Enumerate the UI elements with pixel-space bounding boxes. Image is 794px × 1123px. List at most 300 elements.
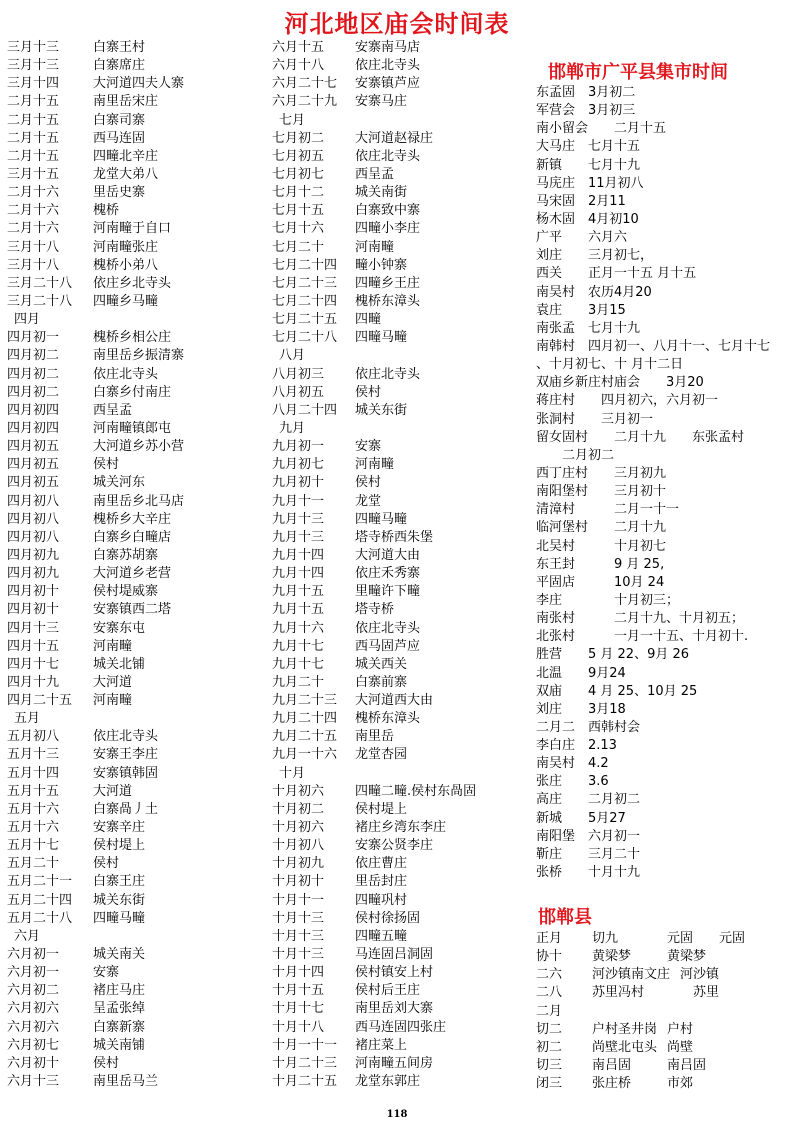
fair-place: 依庄北寺头 [93, 366, 159, 382]
fair-place: 西呈孟 [93, 402, 133, 418]
market-row: 刘庄 三月初七， [536, 248, 654, 264]
fair-date: 四月初一 [7, 330, 60, 346]
handan-town: 户村 [667, 1021, 694, 1037]
fair-place: 白寨新寨 [93, 1019, 146, 1035]
fair-row [272, 130, 534, 148]
fair-place: 褚庄马庄 [93, 983, 146, 999]
handan-place: 张庄桥 [592, 1076, 632, 1092]
fair-date: 九月初七 [272, 457, 325, 473]
fair-place: 大河道大由 [355, 547, 421, 563]
page-number: 118 [386, 1109, 408, 1120]
fair-row [7, 819, 265, 837]
fair-row [7, 674, 265, 692]
fair-date: 九月十五 [272, 602, 325, 618]
fair-row [7, 293, 265, 311]
fair-row [272, 366, 534, 384]
fair-row [7, 275, 265, 293]
fair-place: 安寨南马店 [355, 40, 421, 55]
fair-row [7, 855, 265, 873]
fair-place: 侯村徐扬固 [355, 910, 421, 926]
fair-date: 四月初八 [7, 529, 60, 545]
handan-row [536, 1003, 794, 1021]
fair-place: 城关河东 [93, 475, 146, 491]
fair-date: 二月十五 [7, 130, 60, 146]
fair-place: 安寨辛庄 [93, 820, 146, 836]
market-row: 杨木固 4月初10 [536, 211, 639, 227]
fair-place: 大河道乡老营 [93, 566, 172, 582]
month-heading: 七月 [279, 112, 306, 128]
market-row: 双庙 4 月 25、10月 25 [536, 683, 698, 699]
fair-row [7, 257, 265, 275]
fair-row [7, 148, 265, 166]
handan-town: 尚壁 [667, 1039, 694, 1055]
fair-date: 五月二十四 [7, 892, 73, 908]
market-row: 大马庄 七月十五 [536, 139, 641, 155]
fair-place: 槐桥乡相公庄 [93, 330, 172, 346]
handan-town: 苏里 [667, 985, 720, 1001]
fair-place: 四疃马疃 [93, 910, 146, 926]
fair-place: 槐桥小弟八 [93, 257, 159, 273]
fair-date: 三月十八 [7, 239, 60, 255]
fair-place: 大河道四夫人寨 [93, 76, 185, 92]
fair-row [7, 184, 265, 202]
fair-place: 里疃许下疃 [355, 584, 421, 600]
month-heading: 六月 [14, 928, 41, 944]
fair-place: 白寨席庄 [93, 58, 146, 74]
fair-row [7, 529, 265, 547]
fair-date: 六月初七 [7, 1037, 60, 1053]
fair-row [7, 420, 265, 438]
fair-row [272, 928, 534, 946]
fair-date: 九月二十四 [272, 711, 338, 727]
fair-place: 依庄北寺头 [93, 729, 159, 745]
fair-row [272, 239, 534, 257]
fair-date: 四月初四 [7, 420, 60, 436]
fair-place: 白寨乡付南庄 [93, 384, 172, 400]
fair-row [272, 801, 534, 819]
market-row: 北吴村 十月初七 [536, 538, 667, 554]
fair-row [272, 547, 534, 565]
fair-row [7, 964, 265, 982]
fair-place: 安寨东屯 [93, 620, 146, 636]
market-row: 南张孟 七月十九 [536, 320, 641, 336]
fair-row [7, 728, 265, 746]
fair-row [7, 765, 265, 783]
market-row: 新镇 七月十九 [536, 157, 641, 173]
fair-row [272, 638, 534, 656]
fair-row [272, 946, 534, 964]
fair-row [272, 311, 534, 329]
fair-row [272, 1037, 534, 1055]
fair-date: 四月十七 [7, 656, 60, 672]
fair-row [7, 93, 265, 111]
fair-date: 四月初二 [7, 366, 60, 382]
fair-place: 龙堂东郭庄 [355, 1074, 421, 1090]
guangping-section-title: 邯郸市广平县集市时间 [548, 62, 728, 83]
fair-row [7, 638, 265, 656]
fair-place: 城关北铺 [93, 656, 146, 672]
fair-place: 依庄北寺头 [355, 58, 421, 74]
fair-date: 四月初五 [7, 439, 60, 455]
fair-row [272, 384, 534, 402]
fair-place: 安寨镇韩固 [93, 765, 159, 781]
fair-place: 安寨 [355, 439, 382, 455]
fair-date: 四月初九 [7, 566, 60, 582]
fair-place: 依庄北寺头 [355, 148, 421, 164]
fair-row [7, 547, 265, 565]
fair-date: 六月初一 [7, 947, 60, 963]
handan-place: 河沙镇南文庄 [592, 967, 671, 983]
fair-date: 九月二十 [272, 674, 325, 690]
fair-place: 南里岳乡振清寨 [93, 348, 185, 364]
fair-date: 十月十三 [272, 928, 325, 944]
fair-row [7, 130, 265, 148]
fair-row [272, 601, 534, 619]
fair-date: 十月初六 [272, 820, 325, 836]
market-row: 二月初二 [536, 447, 615, 463]
market-row: 李白庄 2.13 [536, 738, 617, 754]
market-row: 双庙乡新庄村庙会 3月20 [536, 375, 704, 391]
fair-date: 九月十四 [272, 547, 325, 563]
fair-row [272, 565, 534, 583]
fair-date: 六月十八 [272, 58, 325, 74]
fair-row [7, 57, 265, 75]
market-row: 张庄 3.6 [536, 774, 609, 790]
fair-place: 南里岳 [355, 729, 395, 745]
fair-row [7, 220, 265, 238]
fair-date: 七月初二 [272, 130, 325, 146]
fair-place: 白寨乡白疃店 [93, 529, 172, 545]
fair-place: 四疃乡马疃 [93, 293, 159, 309]
fair-date: 四月十九 [7, 674, 60, 690]
fair-place: 南里岳宋庄 [93, 94, 159, 110]
fair-place: 四疃五疃 [355, 928, 408, 944]
fair-row [7, 746, 265, 764]
fair-row [272, 275, 534, 293]
fair-date: 六月初二 [7, 983, 60, 999]
market-row: 胜营 5 月 22、9月 26 [536, 647, 690, 663]
fair-place: 马连固吕洞固 [355, 947, 434, 963]
fair-place: 呈孟张绰 [93, 1001, 146, 1017]
fair-place: 西马连固 [93, 130, 146, 146]
fair-date: 十月一十一 [272, 1037, 338, 1053]
fair-row [272, 402, 534, 420]
market-row: 南阳堡 六月初一 [536, 828, 641, 844]
fair-date: 十月初六 [272, 783, 325, 799]
fair-place: 里岳史寨 [93, 185, 146, 201]
fair-place: 安寨马庄 [355, 94, 408, 110]
handan-place: 南吕固 [592, 1057, 632, 1073]
fair-row [7, 112, 265, 130]
fair-place: 槐桥乡大辛庄 [93, 511, 172, 527]
fair-place: 槐桥 [93, 203, 120, 219]
fair-place: 西呈孟 [355, 166, 395, 182]
fair-date: 九月一十六 [272, 747, 338, 763]
fair-place: 白寨咼丿土 [93, 801, 159, 817]
fair-place: 槐桥东漳头 [355, 711, 421, 727]
fair-date: 八月初三 [272, 366, 325, 382]
page-title: 河北地区庙会时间表 [284, 10, 510, 38]
fair-date: 六月十三 [7, 1074, 60, 1090]
fair-row [272, 493, 534, 511]
fair-place: 白寨王庄 [93, 874, 146, 890]
guangping-market-list [536, 84, 794, 882]
fair-place: 龙堂大弟八 [93, 166, 159, 182]
fair-row [272, 1000, 534, 1018]
fair-place: 城关西关 [355, 656, 408, 672]
fair-place: 四疃二疃.侯村东咼固 [355, 783, 477, 799]
fair-row [7, 801, 265, 819]
fair-date: 五月二十一 [7, 874, 73, 890]
fair-place: 龙堂杏园 [355, 747, 408, 763]
fair-row [7, 239, 265, 257]
fair-date: 三月二十八 [7, 275, 73, 291]
fair-place: 白寨苏胡寨 [93, 547, 159, 563]
fair-row [7, 620, 265, 638]
fair-row [272, 202, 534, 220]
fair-row [7, 1055, 265, 1073]
fair-row [7, 656, 265, 674]
month-heading: 八月 [279, 348, 306, 364]
fair-row [272, 583, 534, 601]
fair-place: 安寨公贤李庄 [355, 838, 434, 854]
fair-place: 依庄曹庄 [355, 856, 408, 872]
fair-row [272, 39, 534, 57]
fair-row [7, 347, 265, 365]
fair-row [272, 1019, 534, 1037]
fair-date: 四月初八 [7, 511, 60, 527]
fair-row [272, 148, 534, 166]
handan-date: 切三 [536, 1057, 563, 1073]
fair-row [272, 257, 534, 275]
fair-row [7, 75, 265, 93]
fair-row [272, 1073, 534, 1091]
fair-list-col1 [7, 39, 265, 1091]
fair-row [7, 946, 265, 964]
fair-row [7, 1037, 265, 1055]
handan-row [536, 1057, 794, 1075]
fair-place: 安寨 [93, 965, 120, 981]
fair-place: 白寨司寨 [93, 112, 146, 128]
fair-place: 四疃马疃 [355, 511, 408, 527]
handan-market-list [536, 930, 794, 1093]
fair-place: 河南疃于自口 [93, 221, 172, 237]
fair-place: 西马连固四张庄 [355, 1019, 447, 1035]
fair-date: 二月十五 [7, 112, 60, 128]
fair-date: 五月二十八 [7, 910, 73, 926]
month-heading: 九月 [279, 420, 306, 436]
market-row: 南小留会 二月十五 [536, 121, 667, 137]
fair-place: 大河道赵禄庄 [355, 130, 434, 146]
month-heading: 十月 [279, 765, 306, 781]
fair-row [7, 1073, 265, 1091]
fair-date: 五月十三 [7, 747, 60, 763]
fair-place: 疃小钟寨 [355, 257, 408, 273]
fair-place: 城关东街 [93, 892, 146, 908]
month-heading: 五月 [14, 711, 41, 727]
handan-date: 初二 [536, 1039, 563, 1055]
fair-date: 七月二十八 [272, 330, 338, 346]
market-row: 、十月初七、十 月十二日 [536, 357, 684, 373]
fair-place: 四疃北辛庄 [93, 148, 159, 164]
market-row: 清漳村 二月一十一 [536, 502, 680, 518]
fair-place: 塔寺桥西朱堡 [355, 529, 434, 545]
fair-place: 四疃巩村 [355, 892, 408, 908]
fair-date: 九月十六 [272, 620, 325, 636]
fair-place: 安寨王李庄 [93, 747, 159, 763]
handan-place: 尚壁北屯头 [592, 1039, 658, 1055]
fair-row [7, 837, 265, 855]
fair-date: 十月十三 [272, 910, 325, 926]
market-row: 西关 正月一十五 月十五 [536, 266, 697, 282]
fair-place: 里岳封庄 [355, 874, 408, 890]
fair-date: 四月十五 [7, 638, 60, 654]
fair-date: 四月初九 [7, 547, 60, 563]
fair-date: 七月十二 [272, 185, 325, 201]
fair-place: 四疃马疃 [355, 330, 408, 346]
fair-row [272, 329, 534, 347]
fair-date: 六月十五 [272, 40, 325, 55]
fair-date: 四月初五 [7, 457, 60, 473]
fair-date: 六月初六 [7, 1019, 60, 1035]
market-row: 靳庄 三月二十 [536, 846, 641, 862]
fair-place: 大河道 [93, 783, 133, 799]
fair-place: 南里岳马兰 [93, 1074, 159, 1090]
fair-row [7, 456, 265, 474]
market-row: 平固店 10月 24 [536, 574, 665, 590]
market-row: 袁庄 3月15 [536, 302, 626, 318]
fair-date: 五月初八 [7, 729, 60, 745]
fair-row [7, 366, 265, 384]
fair-row [272, 819, 534, 837]
handan-town: 南吕固 [667, 1057, 707, 1073]
fair-date: 九月十一 [272, 493, 325, 509]
fair-date: 七月二十四 [272, 257, 338, 273]
fair-row [272, 620, 534, 638]
market-row: 东王封 9 月 25, [536, 556, 665, 572]
fair-place: 城关南铺 [93, 1037, 146, 1053]
fair-date: 七月二十三 [272, 275, 338, 291]
fair-row [272, 438, 534, 456]
fair-date: 三月十三 [7, 40, 60, 55]
fair-row [272, 57, 534, 75]
market-row: 南吴村 农历4月20 [536, 284, 652, 300]
handan-date: 闭三 [536, 1076, 563, 1092]
market-row: 广平 六月六 [536, 230, 628, 246]
fair-date: 三月十五 [7, 166, 60, 182]
fair-date: 四月初四 [7, 402, 60, 418]
fair-place: 城关南关 [93, 947, 146, 963]
fair-date: 十月初二 [272, 801, 325, 817]
market-row: 二月二 西韩村会 [536, 719, 641, 735]
fair-row [272, 728, 534, 746]
fair-row [272, 783, 534, 801]
market-row: 南张村 二月十九、十月初五； [536, 611, 745, 627]
fair-date: 三月十四 [7, 76, 60, 92]
fair-place: 侯村镇安上村 [355, 965, 434, 981]
fair-place: 白寨王村 [93, 40, 146, 55]
fair-place: 褚庄乡湾东李庄 [355, 820, 447, 836]
market-row: 东孟固 3月初二 [536, 85, 636, 100]
fair-date: 五月二十 [7, 856, 60, 872]
fair-place: 安寨镇西二塔 [93, 602, 172, 618]
fair-row [7, 474, 265, 492]
fair-place: 西马固芦应 [355, 638, 421, 654]
fair-date: 二月十六 [7, 221, 60, 237]
market-row: 西丁庄村 三月初九 [536, 465, 667, 481]
fair-date: 十月十四 [272, 965, 325, 981]
fair-date: 十月初九 [272, 856, 325, 872]
fair-date: 五月十七 [7, 838, 60, 854]
market-row: 南吴村 4.2 [536, 756, 609, 772]
fair-row [272, 293, 534, 311]
fair-row [7, 202, 265, 220]
fair-row [7, 493, 265, 511]
fair-date: 十月十一 [272, 892, 325, 908]
handan-row [536, 948, 794, 966]
fair-row [7, 1000, 265, 1018]
fair-date: 四月初十 [7, 584, 60, 600]
fair-place: 侯村堤上 [355, 801, 408, 817]
handan-place: 户村圣井岗 [592, 1021, 658, 1037]
fair-place: 侯村后王庄 [355, 983, 421, 999]
market-row: 马宋固 2月11 [536, 193, 626, 209]
market-row: 留女固村 二月十九 东张孟村 [536, 429, 745, 445]
fair-date: 十月十五 [272, 983, 325, 999]
fair-row [7, 873, 265, 891]
fair-place: 侯村 [93, 856, 120, 872]
fair-date: 六月初十 [7, 1055, 60, 1071]
fair-date: 七月初五 [272, 148, 325, 164]
fair-row [7, 601, 265, 619]
fair-date: 七月十六 [272, 221, 325, 237]
fair-date: 九月十五 [272, 584, 325, 600]
fair-date: 十月十三 [272, 947, 325, 963]
handan-town: 河沙镇 [667, 967, 720, 983]
handan-date: 二月 [536, 1003, 563, 1019]
fair-row [7, 384, 265, 402]
fair-row [7, 1019, 265, 1037]
fair-place: 侯村堤威寨 [93, 584, 159, 600]
fair-row [272, 456, 534, 474]
fair-place: 河南疃镇郎屯 [93, 420, 172, 436]
fair-place: 南里岳刘大寨 [355, 1001, 434, 1017]
handan-town: 元固 元固 [667, 931, 746, 946]
market-row: 马庑庄 11月初八 [536, 175, 644, 191]
fair-row [272, 656, 534, 674]
fair-place: 河南疃 [355, 239, 395, 255]
handan-section-title: 邯郸县 [538, 907, 592, 928]
fair-place: 侯村 [93, 457, 120, 473]
market-row: 蒋庄村 四月初六，六月初一 [536, 393, 719, 409]
fair-row [7, 692, 265, 710]
fair-date: 八月初五 [272, 384, 325, 400]
fair-date: 四月初五 [7, 475, 60, 491]
fair-row [272, 837, 534, 855]
market-row: 南韩村 四月初一、八月十一、七月十七 [536, 338, 771, 354]
fair-place: 白寨致中寨 [355, 203, 421, 219]
fair-row [7, 402, 265, 420]
market-row: 李庄 十月初三； [536, 592, 680, 608]
handan-town: 黄梁梦 [667, 949, 707, 965]
fair-date: 五月十六 [7, 820, 60, 836]
fair-date: 九月十四 [272, 566, 325, 582]
fair-date: 九月十七 [272, 638, 325, 654]
fair-row [272, 474, 534, 492]
fair-date: 七月十五 [272, 203, 325, 219]
fair-place: 南里岳乡北马店 [93, 493, 185, 509]
fair-place: 大河道西大由 [355, 693, 434, 709]
